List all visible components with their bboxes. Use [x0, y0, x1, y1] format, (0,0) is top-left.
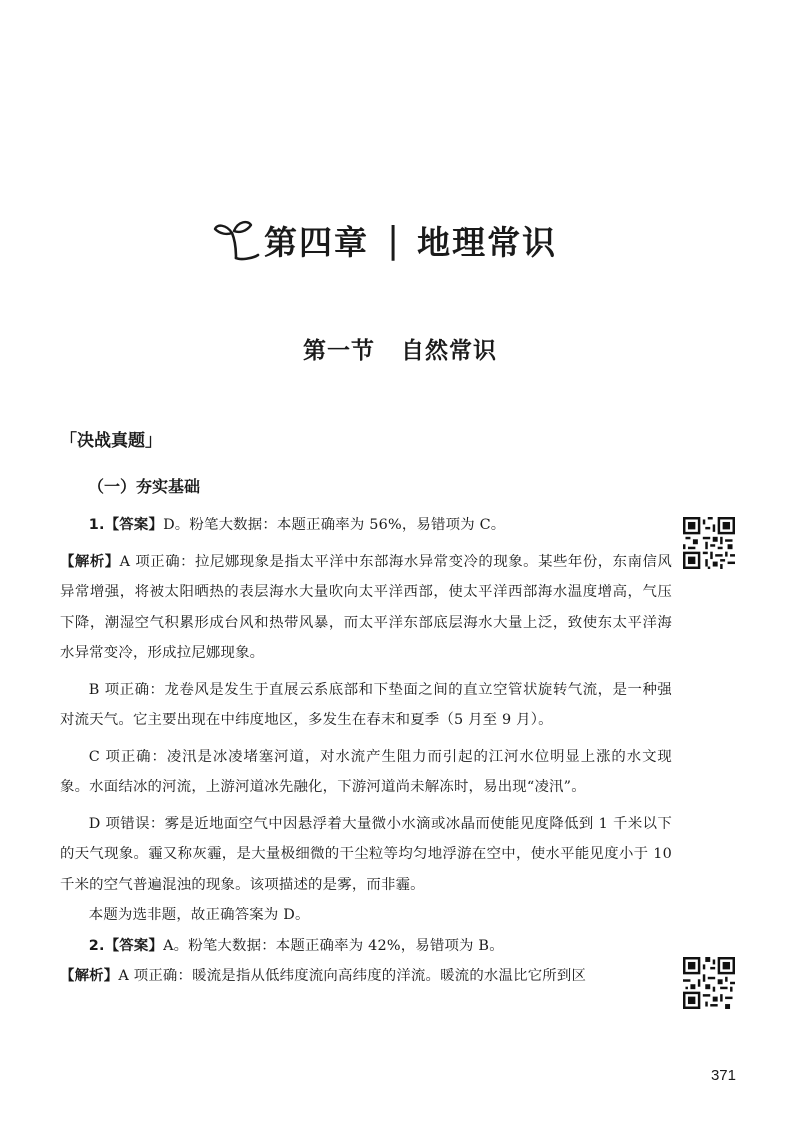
chapter-heading — [212, 212, 557, 268]
chapter-number: 第四章 — [264, 222, 369, 262]
q1-para-a: A 项正确：拉尼娜现象是指太平洋中东部海水异常变冷的现象。某些年份，东南信风异常增强，将被太阳晒热的表层海水大量吹向太平洋西部，使太平洋西部海水温度增高，气压下降，潮湿空气积累形成台风和热带风暴，而太平洋东部底层海水大量上泛，致使东太平洋海水异常变冷，形成拉尼娜现象。 — [60, 553, 672, 661]
qr-code-icon[interactable] — [683, 957, 735, 1009]
answer-body — [60, 510, 672, 992]
q1-answer-tag: 【答案】 — [104, 517, 164, 533]
q2-para-a: A 项正确：暖流是指从低纬度流向高纬度的洋流。暖流的水温比它所到区 — [118, 968, 587, 984]
q1-analysis-a — [60, 547, 672, 669]
q2-analysis-a — [60, 961, 672, 992]
qr-code-icon[interactable] — [683, 517, 735, 569]
section-heading — [0, 332, 800, 365]
section-title: 自然常识 — [401, 338, 497, 364]
q2-answer-text: A。粉笔大数据：本题正确率为 42%，易错项为 B。 — [163, 937, 504, 954]
q2-analysis-tag: 【解析】 — [60, 968, 119, 984]
subsection-heading: （一）夯实基础 — [88, 477, 201, 496]
q1-para-c: C 项正确：凌汛是冰凌堵塞河道，对水流产生阻力而引起的江河水位明显上涨的水文现象。水面结冰的河流，上游河道冰先融化，下游河道尚未解冻时，易出现“凌汛”。 — [60, 748, 672, 795]
page-number: 371 — [710, 1067, 736, 1084]
q2-answer-tag: 【答案】 — [104, 937, 164, 954]
q2-number: 2. — [88, 937, 105, 954]
chapter-title: 地理常识 — [417, 222, 558, 262]
q1-para-b: B 项正确：龙卷风是发生于直展云系底部和下垫面之间的直立空管状旋转气流，是一种强对流天气。它主要出现在中纬度地区，多发生在春末和夏季（5 月至 9 月）。 — [60, 681, 672, 728]
q1-answer-text: D。粉笔大数据：本题正确率为 56%，易错项为 C。 — [163, 517, 506, 533]
q1-analysis-tag: 【解析】 — [60, 553, 120, 570]
q1-number: 1. — [88, 517, 105, 533]
sprout-icon — [212, 218, 262, 262]
bracket-label: 「决战真题」 — [60, 431, 162, 451]
q1-answer-line — [60, 510, 672, 541]
q1-conclusion: 本题为选非题，故正确答案为 D。 — [88, 907, 310, 923]
chapter-separator: | — [387, 219, 402, 261]
q2-answer-line — [60, 931, 672, 962]
section-number: 第一节 — [303, 338, 375, 364]
q1-para-d: D 项错误：雾是近地面空气中因悬浮着大量微小水滴或冰晶而使能见度降低到 1 千米以下的天气现象。霾又称灰霾，是大量极细微的干尘粒等均匀地浮游在空中，使水平能见度小于 10 千米的空气普遍混浊的现象。该项描述的是雾，而非霾。 — [60, 815, 672, 893]
